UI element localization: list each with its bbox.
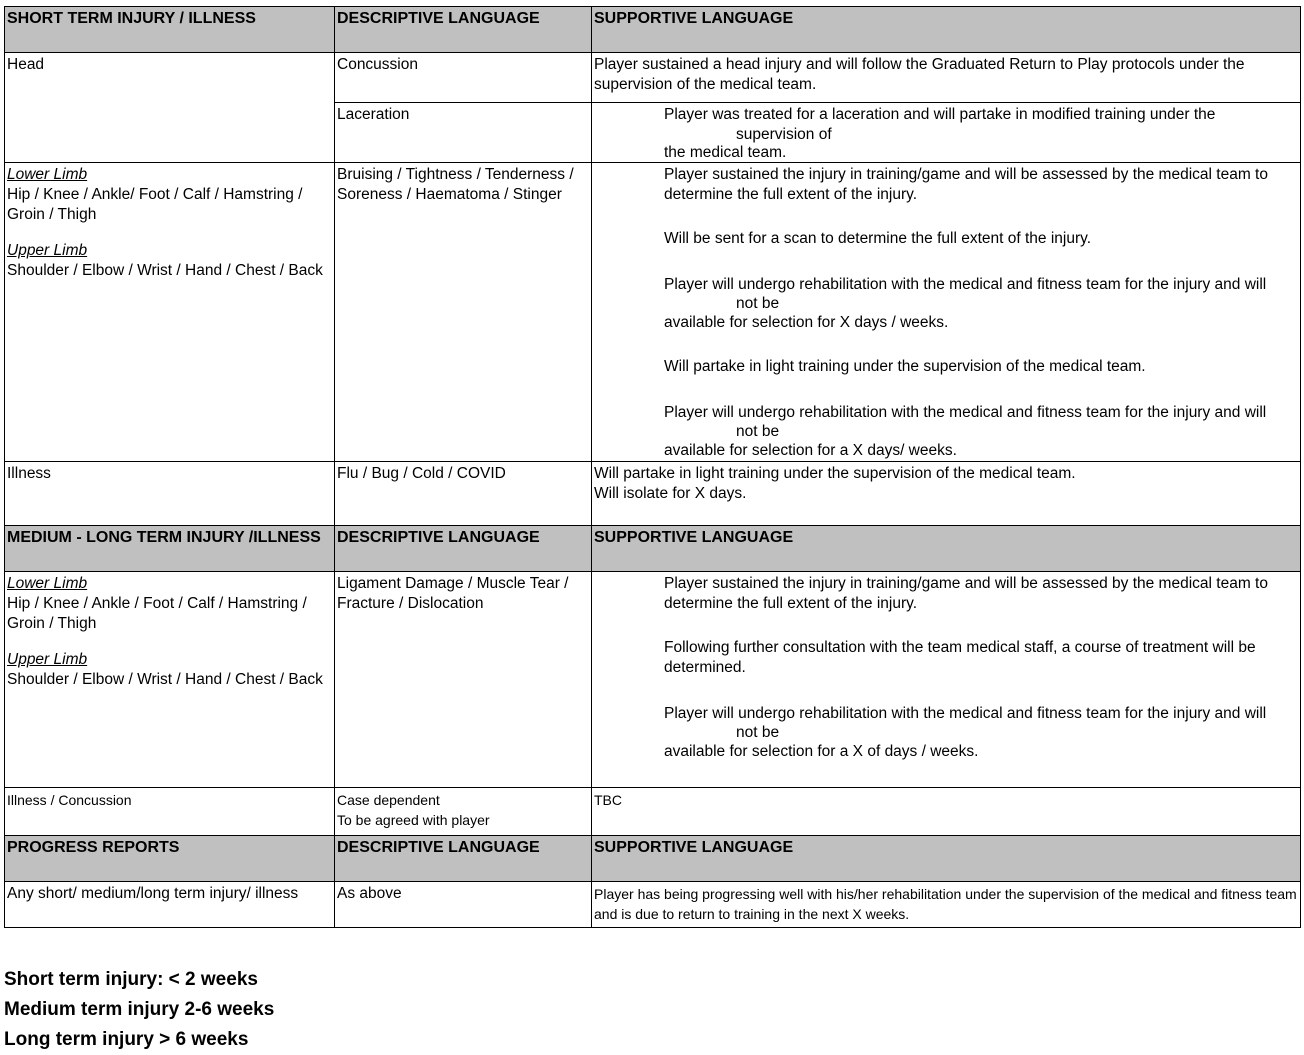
injury-language-table <box>4 6 1301 928</box>
lower-limb-parts: Hip / Knee / Ankle/ Foot / Calf / Hamstring / Groin / Thigh <box>7 186 303 223</box>
desc-concussion: Concussion <box>335 53 592 103</box>
support-short-limb-p2: Will be sent for a scan to determine the full extent of the injury. <box>664 230 1092 247</box>
support-short-limb-p3-line2: not be <box>736 295 780 312</box>
support-medium-limb <box>592 572 1301 788</box>
upper-limb-title: Upper Limb <box>7 651 88 668</box>
header-cell-supportive: SUPPORTIVE LANGUAGE <box>592 526 1301 572</box>
lower-limb-parts: Hip / Knee / Ankle / Foot / Calf / Hamstring / Groin / Thigh <box>7 595 307 632</box>
table-row-illness <box>5 462 1301 526</box>
table-row-progress <box>5 882 1301 928</box>
support-medium-limb-p3-line2: not be <box>736 724 780 741</box>
support-short-limb-p3-line1: Player will undergo rehabilitation with the medical and fitness team for the injury and will <box>664 276 1267 293</box>
upper-limb-title: Upper Limb <box>7 242 88 259</box>
support-medium-limb-p3-line3: available for selection for a X of days / weeks. <box>664 743 979 760</box>
support-short-limb-p3-line3: available for selection for X days / weeks. <box>664 314 949 331</box>
header-cell-descriptive: DESCRIPTIVE LANGUAGE <box>335 7 592 53</box>
row-label-short-limb <box>5 163 335 462</box>
header-cell-category: PROGRESS REPORTS <box>5 836 335 882</box>
support-laceration-line1: Player was treated for a laceration and will partake in modified training under the <box>664 106 1216 123</box>
row-label-medium-limb <box>5 572 335 788</box>
support-short-limb-p5-line1: Player will undergo rehabilitation with the medical and fitness team for the injury and will <box>664 404 1267 421</box>
header-cell-supportive: SUPPORTIVE LANGUAGE <box>592 836 1301 882</box>
upper-limb-parts: Shoulder / Elbow / Wrist / Hand / Chest / Back <box>7 671 323 688</box>
section-header-progress-reports <box>5 836 1301 882</box>
desc-short-limb: Bruising / Tightness / Tenderness / Soreness / Haematoma / Stinger <box>335 163 592 462</box>
support-illness-line1: Will partake in light training under the supervision of the medical team. <box>594 465 1076 482</box>
injury-duration-notes <box>4 965 274 1055</box>
header-cell-supportive: SUPPORTIVE LANGUAGE <box>592 7 1301 53</box>
desc-line2: To be agreed with player <box>337 812 490 828</box>
support-laceration-line3: the medical team. <box>664 144 787 161</box>
desc-illness-concussion <box>335 788 592 836</box>
table-row-illness-concussion <box>5 788 1301 836</box>
note-long-term: Long term injury > 6 weeks <box>4 1029 249 1050</box>
upper-limb-parts: Shoulder / Elbow / Wrist / Hand / Chest / Back <box>7 262 323 279</box>
desc-medium-limb: Ligament Damage / Muscle Tear / Fracture / Dislocation <box>335 572 592 788</box>
header-cell-category: MEDIUM - LONG TERM INJURY /ILLNESS <box>5 526 335 572</box>
table-row-head-concussion <box>5 53 1301 103</box>
header-cell-descriptive: DESCRIPTIVE LANGUAGE <box>335 526 592 572</box>
support-progress: Player has being progressing well with his/her rehabilitation under the supervision of the medical and fitness team and is due to return to training in the next X weeks. <box>592 882 1301 928</box>
table-row-short-limb <box>5 163 1301 462</box>
section-header-medium-long-term <box>5 526 1301 572</box>
table-row-medium-limb <box>5 572 1301 788</box>
support-illness-concussion: TBC <box>592 788 1301 836</box>
desc-progress: As above <box>335 882 592 928</box>
support-illness-line2: Will isolate for X days. <box>594 485 747 502</box>
lower-limb-title: Lower Limb <box>7 575 88 592</box>
support-medium-limb-p1: Player sustained the injury in training/game and will be assessed by the medical team to determine the full extent of the injury. <box>664 575 1268 612</box>
lower-limb-title: Lower Limb <box>7 166 88 183</box>
desc-illness: Flu / Bug / Cold / COVID <box>335 462 592 526</box>
row-label-progress: Any short/ medium/long term injury/ illness <box>5 882 335 928</box>
support-concussion: Player sustained a head injury and will follow the Graduated Return to Play protocols under the supervision of the medical team. <box>592 53 1301 103</box>
support-illness <box>592 462 1301 526</box>
header-cell-descriptive: DESCRIPTIVE LANGUAGE <box>335 836 592 882</box>
section-header-short-term <box>5 7 1301 53</box>
row-label-illness: Illness <box>5 462 335 526</box>
desc-line1: Case dependent <box>337 792 440 808</box>
support-short-limb-p5-line2: not be <box>736 423 780 440</box>
support-laceration <box>592 103 1301 163</box>
header-cell-category: SHORT TERM INJURY / ILLNESS <box>5 7 335 53</box>
support-medium-limb-p3-line1: Player will undergo rehabilitation with the medical and fitness team for the injury and will <box>664 705 1267 722</box>
row-label-head: Head <box>5 53 335 163</box>
note-medium-term: Medium term injury 2-6 weeks <box>4 999 275 1020</box>
support-short-limb-p4: Will partake in light training under the supervision of the medical team. <box>664 358 1146 375</box>
desc-laceration: Laceration <box>335 103 592 163</box>
row-label-illness-concussion: Illness / Concussion <box>5 788 335 836</box>
support-short-limb <box>592 163 1301 462</box>
support-short-limb-p5-line3: available for selection for a X days/ weeks. <box>664 442 957 459</box>
note-short-term: Short term injury: < 2 weeks <box>4 969 258 990</box>
support-medium-limb-p2: Following further consultation with the team medical staff, a course of treatment will be determined. <box>664 639 1256 676</box>
support-short-limb-p1: Player sustained the injury in training/game and will be assessed by the medical team to determine the full extent of the injury. <box>664 166 1268 203</box>
support-laceration-line2: supervision of <box>736 126 832 143</box>
